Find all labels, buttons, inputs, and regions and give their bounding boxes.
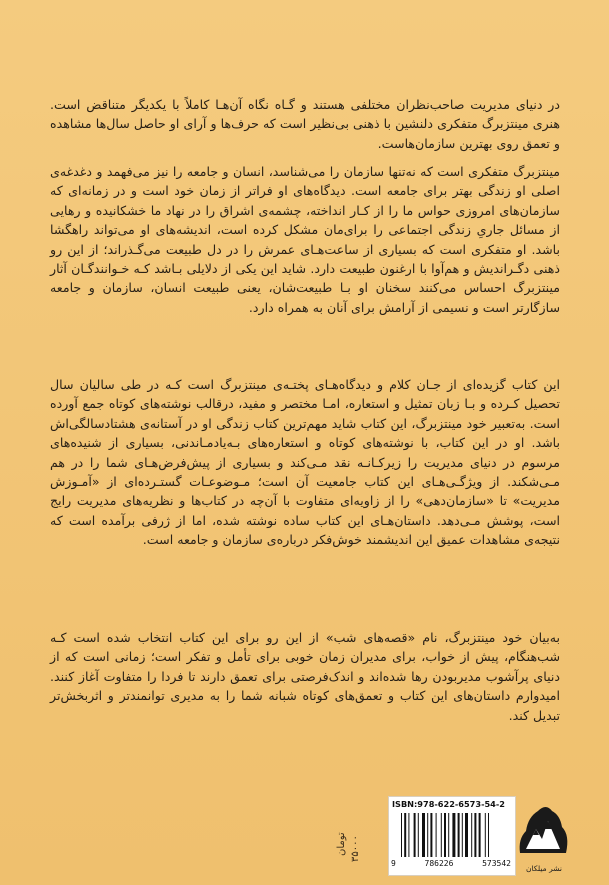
blurb-text-2: مینتزبرگ متفکری است که نه‌تنها سازمان را می‌شناسد، انسان و جامعه را نیز می‌فهمد و دغدغه‌ی اصلی او زندگی بهتر برای جامعه است. دیدگاه‌های او فراتر از زمان خود است و در زمانه‌ای که سازمان‌های امروزی حواس ما را از کـار انداخته، چشمه‌ی اشراق را در نهاد ما خشکانیده و رهایی از مسائل جاریِ زندگی اجتماعی را برای‌مان مشکل کرده است، اندیشه‌های او می‌تواند راهگشا باشد. او متفکری است که بسیاری از ساعت‌هـای عمرش را در دل طبیعت می‌گـذراند؛ از این رو ذهنی دگـراندیش و هم‌آوا با ارغنون طبیعت دارد. شاید این یکی از دلایلی بـاشد کـه خـوانندگـان آثار مینتزبرگ احساس می‌کنند سخنان او بـا طبیعت‌شان، یعنی طبیعت انسان، سازمان و جامعه سازگارتر است و نسیمی از آرامش برای آنان به همراه دارد. — [50, 164, 560, 315]
blurb-text-3: این کتاب گزیده‌ای از جـان کلام و دیدگاه‌هـای پختـه‌ی مینتزبرگ است کـه در طی سالیان سال تحصیل کـرده و بـا زبان تمثیل و استعاره، امـا مختصر و مفید، درقالب نوشته‌های کوتاه جمع آورده است. به‌تعبیر خود مینتزبرگ، این کتاب شاید مهم‌ترین کتاب زندگی او در آستانه‌ی هشتادسالگی‌اش باشد. او در این کتاب، با نوشته‌های کوتاه و استعاره‌های بـه‌یادمـاندنی، بسیاری از شنیده‌های مرسوم در دنیای مدیریت را زیرکـانـه نقد مـی‌کند و بسیاری از پیش‌فرض‌هـای شما را در هم مـی‌شکند. از ویژگـی‌هـای این کتاب جامعیت آن است؛ مـوضوعـات گستـرده‌ای از «آمـوزش مدیریت» تا «سازمان‌دهی» را از زاویه‌ای متفاوت با آن‌چه در کتاب‌ها و نظریه‌های مدیریت رایج است، پوشش مـی‌دهد. داستان‌هـای این کتاب ساده نوشته شده، اما از ژرفی برآمده است که نتیجه‌ی مشاهدات عمیق این اندیشمند خوش‌فکر درباره‌ی سازمان و جامعه است. — [50, 377, 560, 548]
blurb-paragraph-3 — [50, 375, 560, 550]
barcode-digit-prefix: 9 — [391, 859, 396, 868]
price-label — [330, 810, 390, 870]
isbn-label: ISBN:978-622-6573-54-2 — [392, 799, 505, 809]
mountain-peaks-icon — [516, 799, 570, 871]
barcode-bars — [399, 813, 509, 857]
blurb-paragraph-4 — [50, 628, 560, 725]
blurb-paragraph-2 — [50, 162, 560, 317]
barcode-digits-left: 786226 — [424, 859, 454, 868]
blurb-text-4: به‌بیان خود مینتزبرگ، نام «قصه‌های شب» از این رو برای این کتاب انتخاب شده است کـه شب‌هنگام، پیش از خواب، برای مدیران زمان خوبی برای تأمل و تفکر است؛ زمانی است که از دنیای پرآشوب مدیربودن رها شده‌اند و اندک‌فرصتی برای تعمق دارند تا فردا را متفاوت آغاز کنند. امیدوارم داستان‌های این کتاب و تعمق‌های کوتاه شبانه شما را به مدیری توانمندتر و اثربخش‌تر تبدیل کند. — [50, 630, 560, 723]
blurb-paragraph-1 — [50, 95, 560, 153]
blurb-text-1: در دنیای مدیریت صاحب‌نظران مختلفی هستند و گـاه نگاه آن‌هـا کاملاً با یکدیگر متناقض است. هنری مینتزبرگ متفکری دلنشین با ذهنی بی‌نظیر است که حرف‌ها و آرای او حاصل سال‌ها مشاهده و تعمق روی بهترین سازمان‌هاست. — [50, 97, 560, 151]
isbn-barcode — [388, 796, 516, 876]
price-amount: ۳۵۰۰۰ — [350, 835, 361, 862]
barcode-digits-right: 573542 — [482, 859, 511, 868]
publisher-name: نشر میلکان — [526, 864, 562, 873]
barcode-digits — [391, 859, 511, 868]
price-unit: تومان — [336, 832, 347, 856]
